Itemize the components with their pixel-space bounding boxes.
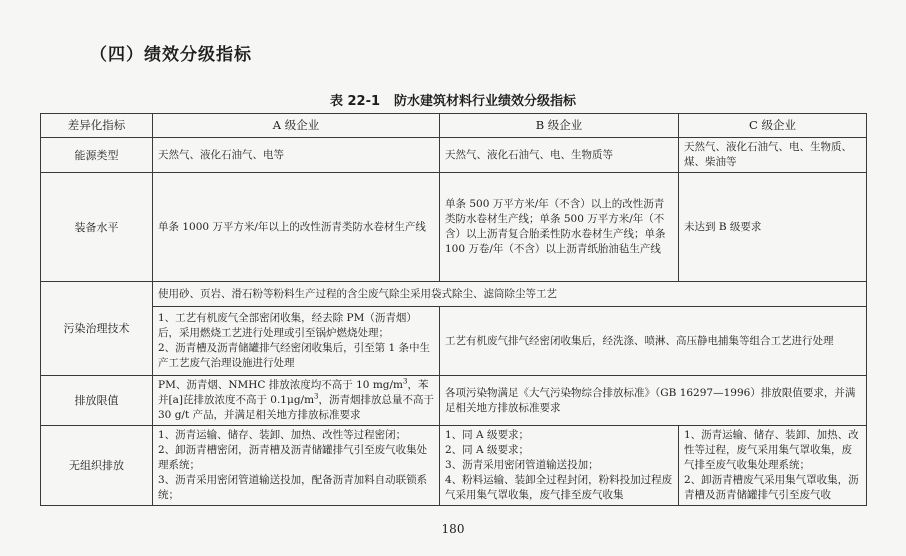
pollution-dust-common: 使用砂、页岩、滑石粉等粉料生产过程的含尘废气除尘采用袋式除尘、滤筒除尘等工艺: [153, 282, 867, 307]
table-caption: [0, 90, 906, 109]
page-number: 180: [441, 522, 465, 536]
row-label-emission: 排放限值: [41, 376, 153, 426]
emission-a-part2: ，苯并[a]芘排放浓度不高于 0.1μg/m: [158, 379, 429, 406]
emission-grade-a: [153, 376, 440, 426]
row-label-fugitive: 无组织排放: [41, 426, 153, 506]
table-row-equipment: [41, 173, 867, 282]
fugitive-a-item: 3、沥青采用密闭管道输送投加，配备沥青加料自动联锁系统；: [158, 474, 428, 501]
emission-a-sup1: 3: [403, 377, 408, 386]
table-row-pollution-common: [41, 282, 867, 307]
fugitive-grade-b: [440, 426, 679, 506]
row-label-equipment: 装备水平: [41, 173, 153, 282]
table-row-emission: [41, 376, 867, 426]
fugitive-grade-c: [679, 426, 867, 506]
fugitive-b-item: 4、粉料运输、装卸全过程封闭，粉料投加过程废气采用集气罩收集，废气排至废气收集: [445, 474, 673, 501]
emission-a-part3: ，沥青烟排放总量不高于 30 g/t 产品，并满足相关地方排放标准要求: [158, 394, 434, 421]
energy-grade-b: 天然气、液化石油气、电、生物质等: [440, 138, 679, 173]
table-number: 表 22-1: [329, 94, 381, 109]
fugitive-c-item: 1、沥青运输、储存、装卸、加热、改性等过程，废气采用集气罩收集，废气排至废气收集处理系统；: [684, 429, 859, 471]
emission-a-sup2: 3: [314, 392, 319, 401]
pollution-grade-a: [153, 307, 440, 376]
header-grade-c: C 级企业: [679, 114, 867, 138]
row-label-pollution: 污染治理技术: [41, 282, 153, 376]
equipment-grade-a: 单条 1000 万平方米/年以上的改性沥青类防水卷材生产线: [153, 173, 440, 282]
row-label-energy: 能源类型: [41, 138, 153, 173]
energy-grade-c: 天然气、液化石油气、电、生物质、煤、柴油等: [679, 138, 867, 173]
header-grade-a: A 级企业: [153, 114, 440, 138]
energy-grade-a: 天然气、液化石油气、电等: [153, 138, 440, 173]
pollution-grade-bc: 工艺有机废气排气经密闭收集后，经洗涤、喷淋、高压静电捕集等组合工艺进行处理: [440, 307, 867, 376]
equipment-grade-b: 单条 500 万平方米/年（不含）以上的改性沥青类防水卷材生产线；单条 500 万平方米/年（不含）以上沥青复合胎柔性防水卷材生产线；单条 100 万卷/年（不含）以上沥青纸胎油毡生产线: [440, 173, 679, 282]
equipment-grade-c: 未达到 B 级要求: [679, 173, 867, 282]
header-indicator: 差异化指标: [41, 114, 153, 138]
pollution-a-item: 2、沥青槽及沥青储罐排气经密闭收集后，引至第 1 条中生产工艺废气治理设施进行处理: [158, 342, 431, 369]
table-row-energy: [41, 138, 867, 173]
fugitive-grade-a: [153, 426, 440, 506]
table-header-row: [41, 114, 867, 138]
fugitive-b-item: 1、同 A 级要求；: [445, 429, 529, 441]
emission-grade-bc: 各项污染物满足《大气污染物综合排放标准》（GB 16297—1996）排放限值要求，并满足相关地方排放标准要求: [440, 376, 867, 426]
pollution-a-item: 1、工艺有机废气全部密闭收集，经去除 PM（沥青烟）后，采用燃烧工艺进行处理或引至锅炉燃烧处理；: [158, 312, 417, 339]
table-row-pollution-organic: [41, 307, 867, 376]
fugitive-a-item: 2、卸沥青槽密闭，沥青槽及沥青储罐排气引至废气收集处理系统；: [158, 444, 428, 471]
fugitive-b-item: 2、同 A 级要求；: [445, 444, 529, 456]
table-row-fugitive: [41, 426, 867, 506]
performance-grading-table: [40, 113, 867, 506]
header-grade-b: B 级企业: [440, 114, 679, 138]
fugitive-b-item: 3、沥青采用密闭管道输送投加；: [445, 459, 599, 471]
emission-a-part1: PM、沥青烟、NMHC 排放浓度均不高于 10 mg/m: [158, 379, 403, 391]
fugitive-c-item: 2、卸沥青槽废气采用集气罩收集，沥青槽及沥青储罐排气引至废气收: [684, 474, 859, 501]
fugitive-a-item: 1、沥青运输、储存、装卸、加热、改性等过程密闭；: [158, 429, 407, 441]
table-title: 防水建筑材料行业绩效分级指标: [394, 94, 577, 109]
section-title: （四）绩效分级指标: [90, 45, 252, 65]
